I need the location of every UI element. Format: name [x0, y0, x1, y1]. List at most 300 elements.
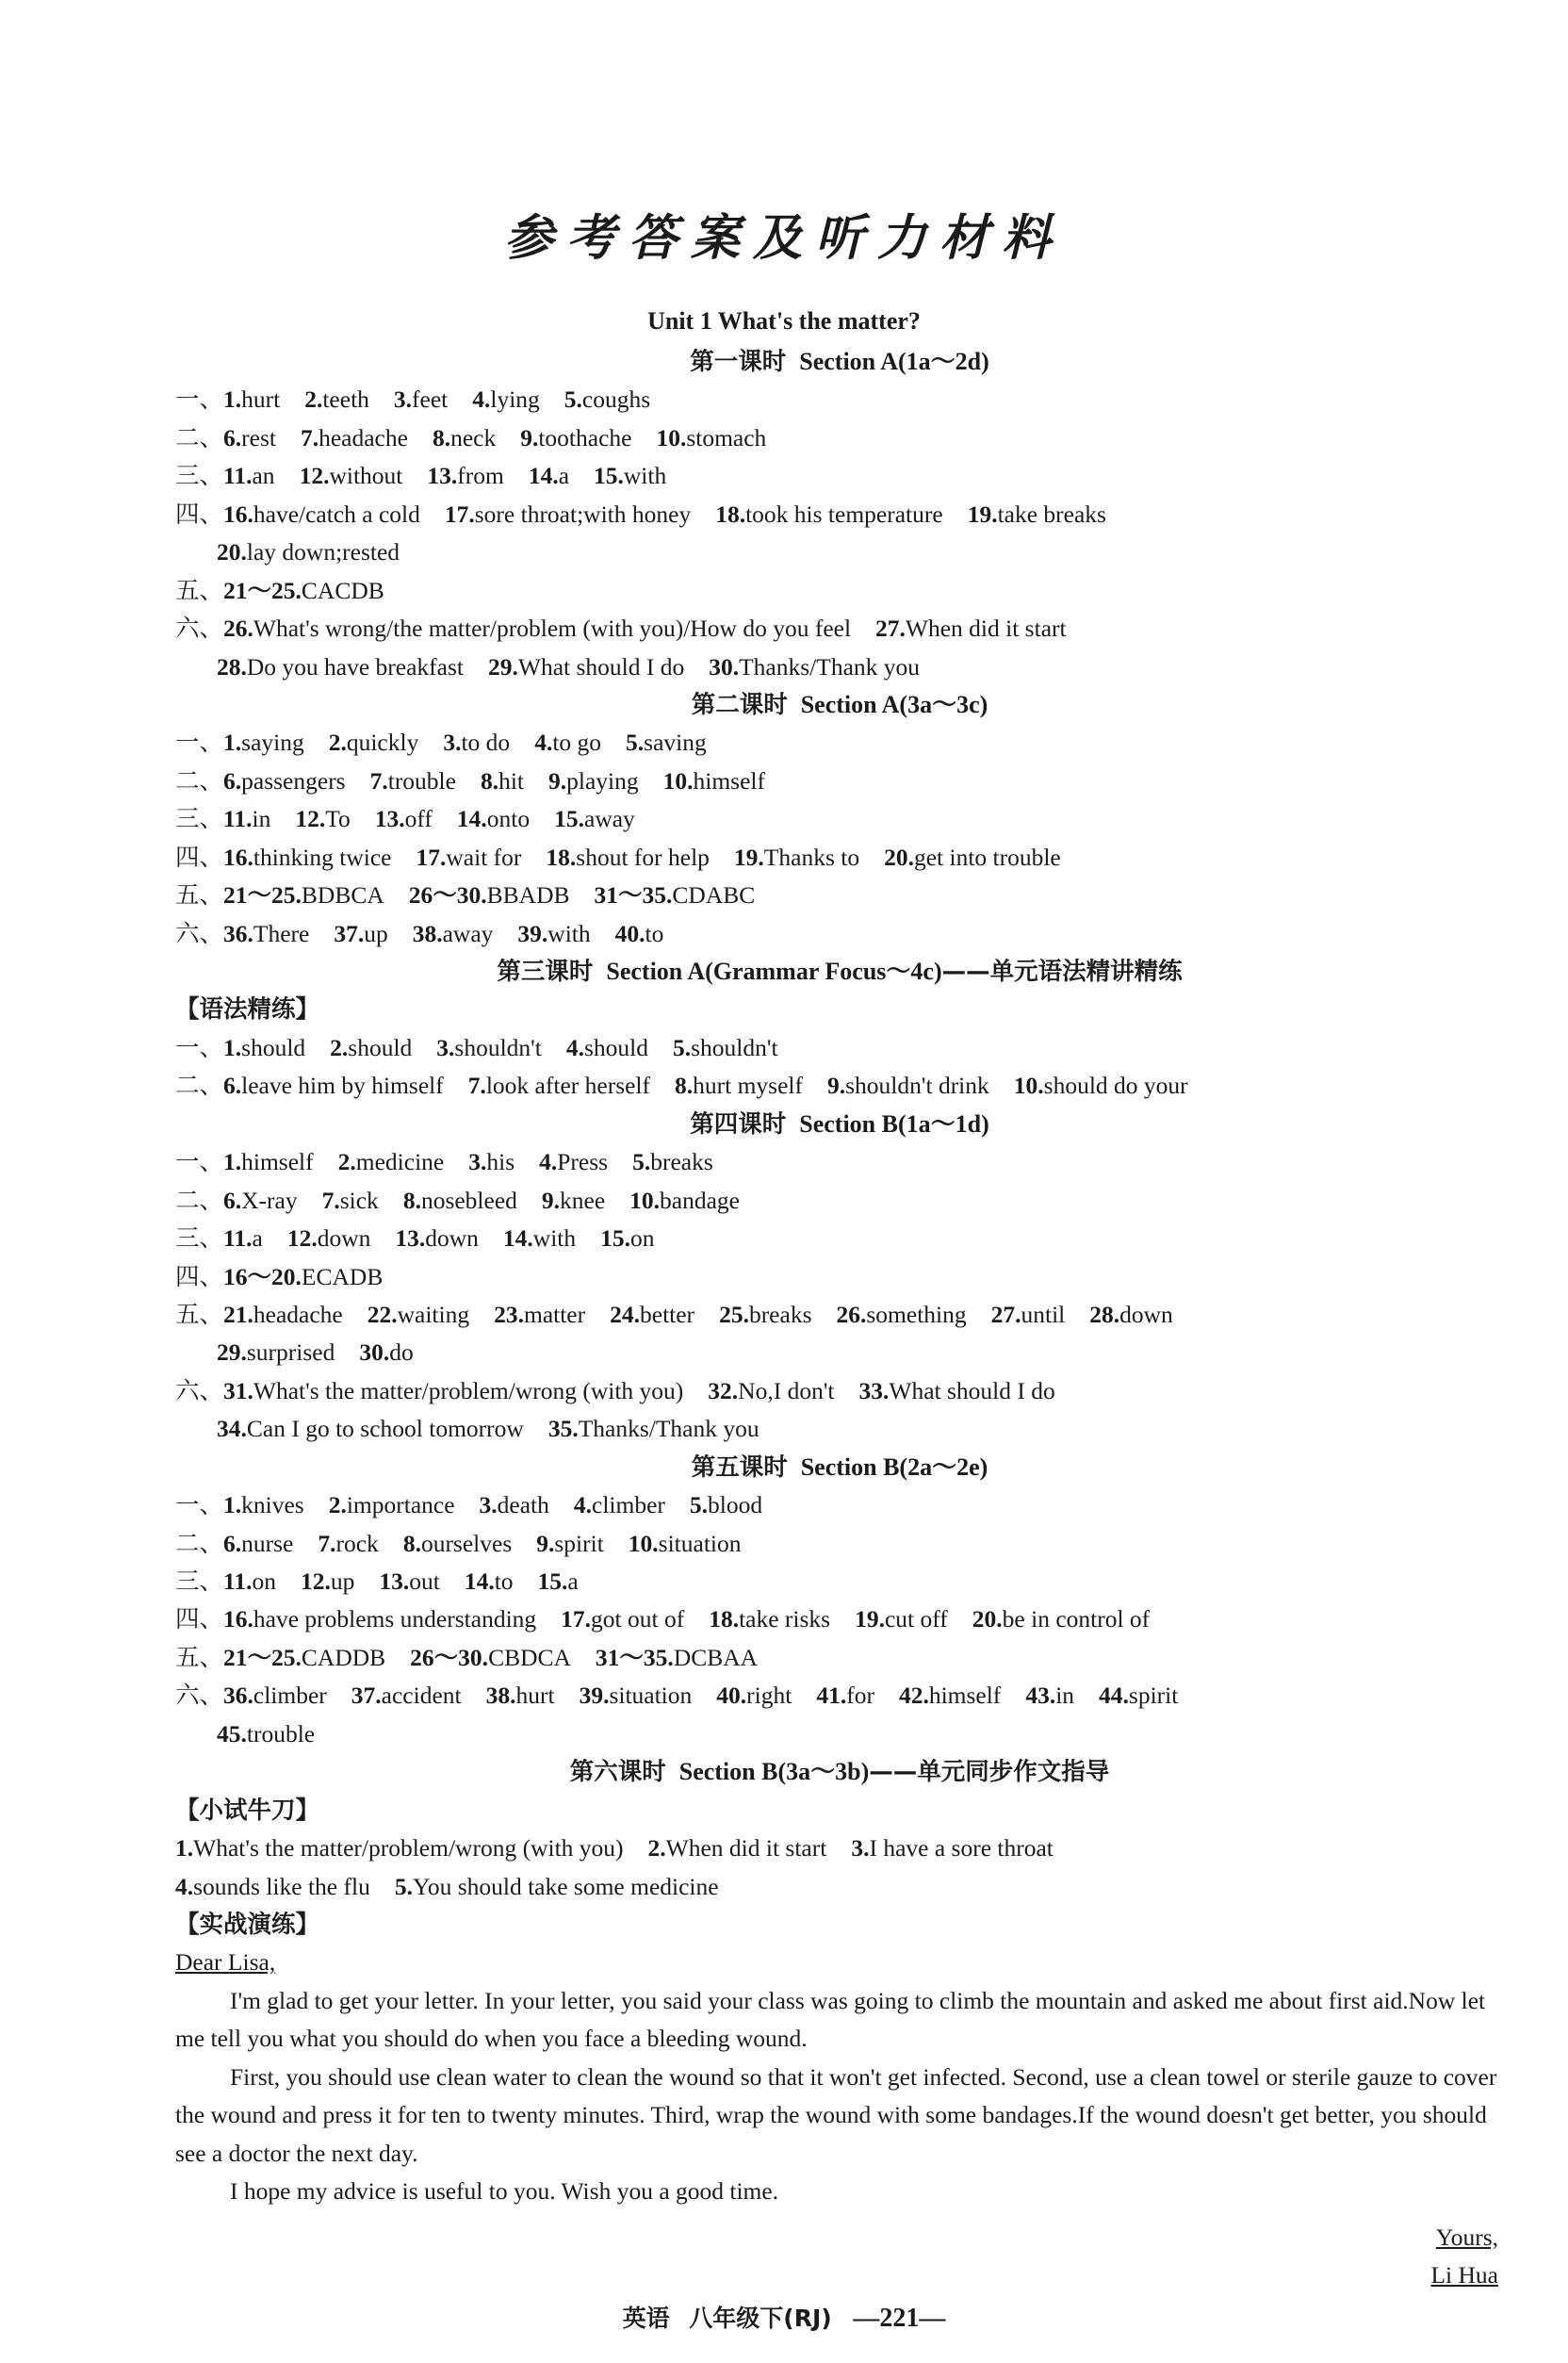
answer-item [223, 1491, 304, 1518]
answer-item [223, 881, 384, 909]
answer-number: 31～35. [595, 1643, 674, 1671]
answer-number: 45. [217, 1719, 247, 1748]
answer-item [223, 424, 276, 451]
lesson-section: Section B(1a～1d) [799, 1109, 989, 1138]
answer-item [600, 1224, 654, 1252]
answer-number: 37. [334, 919, 365, 947]
answer-line [175, 457, 1504, 495]
answer-item [351, 1682, 462, 1709]
answer-number: 38. [485, 1682, 516, 1710]
answer-text: headache [253, 1300, 343, 1328]
answer-item [968, 500, 1106, 528]
answer-item [855, 1605, 948, 1633]
answer-text: ourselves [420, 1529, 513, 1557]
answer-text: shout for help [576, 843, 710, 871]
answer-number: 21～25. [223, 881, 302, 910]
letter-greeting: Dear Lisa, [175, 1948, 276, 1977]
answer-number: 8. [402, 1186, 421, 1214]
answer-number: 36. [223, 1682, 253, 1710]
answer-number: 2. [330, 1033, 349, 1061]
answer-number: 19. [733, 843, 764, 871]
answer-item [837, 1301, 967, 1328]
answer-text: have/catch a cold [253, 500, 420, 528]
answer-item [223, 920, 309, 947]
question-group-number: 六、 [175, 1682, 224, 1710]
answer-item [223, 615, 851, 642]
answer-number: 8. [480, 766, 499, 795]
answer-item [580, 1682, 693, 1709]
answer-text: trouble [387, 766, 456, 795]
answer-text: passengers [241, 766, 346, 795]
answer-content [175, 343, 1504, 2294]
answer-item [223, 386, 280, 413]
answer-item [816, 1682, 874, 1709]
answer-number: 26. [836, 1300, 867, 1328]
answer-number: 20. [217, 538, 247, 566]
answer-text: bandage [660, 1186, 741, 1214]
answer-item [329, 729, 419, 756]
answer-item [561, 1605, 684, 1633]
answer-item [368, 1301, 469, 1328]
answer-number: 28. [217, 652, 247, 681]
answer-number: 21～25. [223, 1643, 302, 1671]
answer-item [217, 538, 400, 566]
answer-text: playing [566, 766, 639, 795]
answer-number: 28. [1089, 1300, 1120, 1328]
answer-item [610, 1301, 694, 1328]
answer-number: 12. [286, 1224, 318, 1253]
answer-item [223, 577, 384, 604]
answer-number: 10. [662, 766, 694, 795]
answer-text: for [846, 1682, 874, 1710]
answer-text: right [746, 1682, 792, 1710]
answer-text: CDABC [672, 881, 756, 910]
answer-text: blood [708, 1491, 763, 1519]
answer-text: headache [318, 423, 408, 451]
answer-text: nurse [241, 1529, 294, 1557]
lesson-section: Section B(3a～3b) [678, 1758, 870, 1786]
answer-number: 1. [175, 1834, 194, 1863]
answer-item [300, 462, 403, 489]
answer-text: to [645, 919, 664, 947]
answer-line [175, 1525, 1504, 1563]
answer-number: 5. [626, 729, 645, 757]
answer-number: 10. [656, 423, 687, 451]
question-group-number: 六、 [175, 615, 224, 643]
answer-text: should [348, 1033, 413, 1061]
answer-text: down [317, 1224, 371, 1253]
answer-number: 1. [223, 1148, 242, 1176]
answer-number: 18. [709, 1605, 740, 1633]
answer-number: 30. [359, 1338, 390, 1367]
letter-body [175, 1982, 1504, 2295]
lesson-suffix: ——单元同步作文指导 [869, 1758, 1110, 1787]
answer-text: get into trouble [913, 843, 1061, 871]
answer-number: 13. [427, 462, 458, 490]
answer-text: What should I do [889, 1376, 1055, 1404]
answer-text: Can I go to school tomorrow [246, 1415, 524, 1443]
answer-text: to go [552, 729, 602, 757]
answer-item [1014, 1072, 1188, 1099]
answer-item [538, 1567, 579, 1595]
answer-number: 9. [536, 1529, 555, 1557]
answer-number: 12. [300, 1567, 331, 1595]
question-group-number: 一、 [175, 1491, 224, 1519]
answer-number: 4. [565, 1033, 584, 1061]
answer-number: 30. [709, 652, 740, 681]
answer-number: 16. [223, 1605, 253, 1633]
lesson-number: 第六课时 [569, 1758, 666, 1787]
answer-text: away [584, 805, 635, 833]
answer-item [709, 1605, 830, 1633]
answer-number: 16. [223, 843, 253, 871]
answer-item [719, 1301, 811, 1328]
answer-number: 16～20. [223, 1262, 302, 1290]
answer-number: 5. [394, 1872, 413, 1900]
answer-number: 1. [223, 1033, 242, 1061]
answer-number: 27. [990, 1300, 1021, 1328]
footer-grade: 八年级下(RJ) [689, 2305, 832, 2332]
answer-number: 15. [594, 462, 624, 490]
answer-number: 15. [554, 805, 584, 833]
answer-number: 13. [374, 805, 405, 833]
answer-item [223, 1530, 293, 1557]
answer-line [175, 648, 1504, 686]
answer-number: 6. [223, 766, 242, 795]
question-group-number: 四、 [175, 1262, 224, 1290]
answer-number: 8. [432, 423, 451, 451]
answer-number: 3. [393, 386, 413, 414]
lesson-section: Section A(1a～2d) [799, 348, 989, 375]
answer-item [648, 1834, 827, 1862]
lesson-number: 第二课时 [691, 690, 788, 719]
answer-text: Do you have breakfast [246, 652, 464, 681]
answer-text: situation [609, 1682, 693, 1710]
answer-item [223, 844, 391, 871]
answer-number: 18. [715, 500, 746, 528]
answer-text: in [252, 805, 271, 833]
answer-line [175, 1182, 1504, 1220]
answer-number: 17. [444, 500, 475, 528]
answer-text: What should I do [517, 652, 685, 681]
answer-item [629, 1530, 742, 1557]
answer-number: 35. [547, 1415, 579, 1443]
lesson-section: Section A(3a～3c) [800, 690, 988, 718]
answer-number: 37. [351, 1682, 382, 1710]
answer-text: take breaks [997, 500, 1106, 528]
answer-number: 16. [223, 500, 253, 528]
answer-text: have problems understanding [253, 1605, 537, 1633]
answer-text: trouble [246, 1719, 316, 1748]
answer-text: look after herself [485, 1072, 651, 1100]
answer-text: shouldn't [691, 1033, 778, 1061]
answer-number: 6. [223, 423, 242, 451]
answer-item [899, 1682, 1001, 1709]
answer-line [175, 839, 1504, 877]
answer-number: 14. [502, 1224, 533, 1253]
answer-item [223, 1682, 327, 1709]
answer-text: stomach [686, 423, 767, 451]
answer-item [375, 805, 433, 832]
answer-line [175, 419, 1504, 457]
answer-item [359, 1338, 413, 1366]
answer-item [734, 844, 859, 871]
answer-number: 40. [614, 919, 645, 947]
letter-closing: Yours, [1435, 2223, 1498, 2251]
answer-item [318, 1530, 378, 1557]
lesson-section: Section B(2a～2e) [800, 1452, 988, 1481]
answer-item [472, 386, 540, 413]
lesson-number: 第四课时 [690, 1109, 787, 1139]
answer-text: without [329, 462, 403, 490]
answer-text: What's wrong/the matter/problem (with you)/How do you feel [253, 615, 852, 643]
answer-item [223, 1034, 305, 1061]
question-group-number: 五、 [175, 576, 224, 604]
answer-item [223, 1377, 683, 1404]
answer-item [287, 1224, 371, 1252]
answer-number: 6. [223, 1072, 242, 1100]
answer-item [433, 424, 496, 451]
answer-text: something [866, 1300, 967, 1328]
answer-text: quickly [346, 729, 419, 757]
answer-text: hurt myself [693, 1072, 803, 1100]
answer-text: knives [241, 1491, 304, 1519]
answer-text: climber [592, 1491, 665, 1519]
answer-number: 26～30. [408, 881, 487, 910]
answer-text: Thanks/Thank you [739, 652, 921, 681]
page-number: —221— [853, 2304, 946, 2333]
answer-text: importance [346, 1491, 455, 1519]
answer-number: 20. [884, 843, 914, 871]
answer-text: sore throat;with honey [474, 500, 692, 528]
answer-number: 43. [1025, 1682, 1056, 1710]
answer-item [991, 1301, 1066, 1328]
answer-number: 15. [600, 1224, 630, 1253]
answer-number: 7. [321, 1186, 340, 1214]
question-group-number: 一、 [175, 1033, 224, 1061]
answer-number: 9. [827, 1072, 846, 1100]
answer-item [615, 920, 664, 947]
answer-item [338, 1148, 445, 1175]
answer-number: 13. [379, 1567, 410, 1595]
answer-line [175, 1677, 1504, 1715]
answer-text: lay down;rested [246, 538, 400, 566]
answer-line [175, 1715, 1504, 1753]
answer-item [370, 767, 456, 795]
answer-number: 2. [647, 1834, 666, 1863]
answer-item [427, 462, 503, 489]
answer-item [295, 805, 350, 832]
answer-number: 26～30. [410, 1643, 489, 1671]
answer-text: BBADB [486, 881, 570, 910]
answer-item [517, 920, 590, 947]
answer-item [443, 729, 510, 756]
answer-text: himself [241, 1148, 314, 1176]
answer-item [223, 500, 420, 528]
question-group-number: 六、 [175, 919, 224, 947]
answer-item [690, 1491, 762, 1518]
answer-text: should [583, 1033, 648, 1061]
unit-title: Unit 1 What's the matter? [647, 307, 921, 335]
answer-text: with [532, 1224, 577, 1253]
answer-text: take risks [739, 1605, 831, 1633]
answer-text: should [241, 1033, 306, 1061]
answer-number: 1. [223, 386, 242, 414]
answer-text: When did it start [905, 615, 1067, 643]
answer-number: 19. [855, 1605, 885, 1633]
answer-item [548, 1415, 760, 1442]
answer-number: 32. [708, 1376, 739, 1404]
answer-text: breaks [650, 1148, 713, 1176]
answer-text: CADDB [301, 1643, 386, 1671]
answer-line [175, 1296, 1504, 1334]
letter-paragraph-1: I'm glad to get your letter. In your letter, you said your class was going to climb the mountain and asked me about first aid.Now let me tell you what you should do when you face a bleeding wound. [175, 1986, 1486, 2053]
answer-text: surprised [246, 1338, 335, 1367]
answer-number: 7. [467, 1072, 486, 1100]
answer-text: away [442, 919, 494, 947]
answer-item [626, 729, 707, 756]
answer-number: 4. [534, 729, 553, 757]
answer-number: 4. [175, 1872, 194, 1900]
answer-text: down [425, 1224, 479, 1253]
answer-text: in [1055, 1682, 1075, 1710]
answer-item [330, 1034, 412, 1061]
answer-item [301, 1567, 354, 1595]
answer-text: accident [381, 1682, 462, 1710]
answer-item [223, 1567, 276, 1595]
answer-line [175, 1639, 1504, 1677]
answer-number: 2. [337, 1148, 356, 1176]
answer-item [403, 1530, 512, 1557]
answer-item [322, 1187, 379, 1214]
answer-text: saving [644, 729, 707, 757]
answer-item [436, 1034, 542, 1061]
answer-number: 44. [1099, 1682, 1129, 1710]
answer-number: 10. [628, 1529, 659, 1557]
answer-number: 12. [295, 805, 326, 833]
answer-number: 31～35. [594, 881, 673, 910]
answer-text: a [252, 1224, 263, 1253]
lesson-number: 第五课时 [691, 1452, 788, 1482]
answer-number: 31. [223, 1376, 253, 1404]
answer-number: 20. [972, 1605, 1003, 1633]
answer-item [445, 500, 691, 528]
answer-text: took his temperature [745, 500, 943, 528]
letter-paragraph-3: I hope my advice is useful to you. Wish you a good time. [230, 2177, 779, 2206]
answer-text: knee [560, 1186, 606, 1214]
answer-number: 2. [328, 729, 347, 757]
answer-text: spirit [554, 1529, 604, 1557]
answer-number: 1. [223, 1491, 242, 1519]
answer-text: on [252, 1567, 276, 1595]
answer-number: 26. [223, 615, 253, 643]
answer-item [304, 386, 369, 413]
answer-text: sounds like the flu [193, 1872, 370, 1900]
answer-number: 39. [517, 919, 548, 947]
answer-number: 39. [579, 1682, 610, 1710]
question-group-number: 一、 [175, 1148, 224, 1176]
answer-number: 3. [851, 1834, 870, 1863]
answer-text: down [1119, 1300, 1173, 1328]
answer-item [480, 1491, 549, 1518]
answer-line [175, 1029, 1504, 1067]
answer-line [175, 572, 1504, 610]
answer-number: 7. [318, 1529, 336, 1557]
answer-text: matter [523, 1300, 586, 1328]
answer-item [175, 1834, 624, 1862]
question-group-number: 三、 [175, 1224, 224, 1253]
answer-number: 13. [395, 1224, 426, 1253]
answer-item [851, 1834, 1054, 1862]
answer-line [175, 763, 1504, 800]
answer-line [175, 1334, 1504, 1371]
question-group-number: 三、 [175, 805, 224, 833]
answer-text: cut off [884, 1605, 948, 1633]
answer-text: himself [693, 766, 766, 795]
question-group-number: 三、 [175, 462, 224, 490]
answer-text: himself [928, 1682, 1002, 1710]
answer-item [574, 1491, 665, 1518]
answer-line [175, 1563, 1504, 1600]
lesson-heading [175, 1449, 1504, 1486]
answer-number: 34. [217, 1415, 247, 1443]
answer-item [1025, 1682, 1074, 1709]
question-group-number: 四、 [175, 843, 224, 871]
answer-item [395, 1873, 719, 1900]
answer-lines [175, 343, 1504, 1982]
answer-text: do [389, 1338, 414, 1367]
answer-item [395, 1224, 479, 1252]
question-group-number: 四、 [175, 500, 224, 528]
answer-line [175, 915, 1504, 953]
answer-text: to do [461, 729, 511, 757]
answer-line [175, 1143, 1504, 1181]
answer-item [546, 844, 710, 871]
answer-text: DCBAA [673, 1643, 759, 1671]
lesson-heading [175, 686, 1504, 724]
answer-number: 23. [494, 1300, 524, 1328]
answer-number: 5. [673, 1033, 692, 1061]
question-group-number: 一、 [175, 729, 224, 757]
answer-item [329, 1491, 455, 1518]
answer-text: CBDCA [488, 1643, 571, 1671]
answer-line [175, 1067, 1504, 1105]
answer-number: 8. [675, 1072, 694, 1100]
answer-item [223, 462, 275, 489]
answer-line [175, 1220, 1504, 1257]
section-bracket-heading: 【实战演练】 [175, 1910, 320, 1939]
answer-item [223, 1605, 536, 1633]
answer-text: out [409, 1567, 440, 1595]
answer-number: 2. [328, 1491, 347, 1519]
answer-text: rest [241, 423, 276, 451]
page-title: 参考答案及听力材料 [503, 209, 1064, 267]
section-bracket-heading: 【语法精练】 [175, 995, 320, 1025]
answer-number: 14. [456, 805, 487, 833]
answer-text: situation [658, 1529, 742, 1557]
section-bracket-heading: 【小试牛刀】 [175, 1796, 320, 1825]
answer-number: 6. [223, 1529, 242, 1557]
answer-text: should do your [1043, 1072, 1188, 1100]
answer-number: 21～25. [223, 576, 302, 604]
answer-item [542, 1187, 605, 1214]
answer-line [175, 800, 1504, 838]
answer-item [486, 1682, 555, 1709]
answer-item [301, 424, 408, 451]
answer-text: on [630, 1224, 655, 1253]
answer-item [564, 386, 650, 413]
answer-line [175, 1372, 1504, 1410]
